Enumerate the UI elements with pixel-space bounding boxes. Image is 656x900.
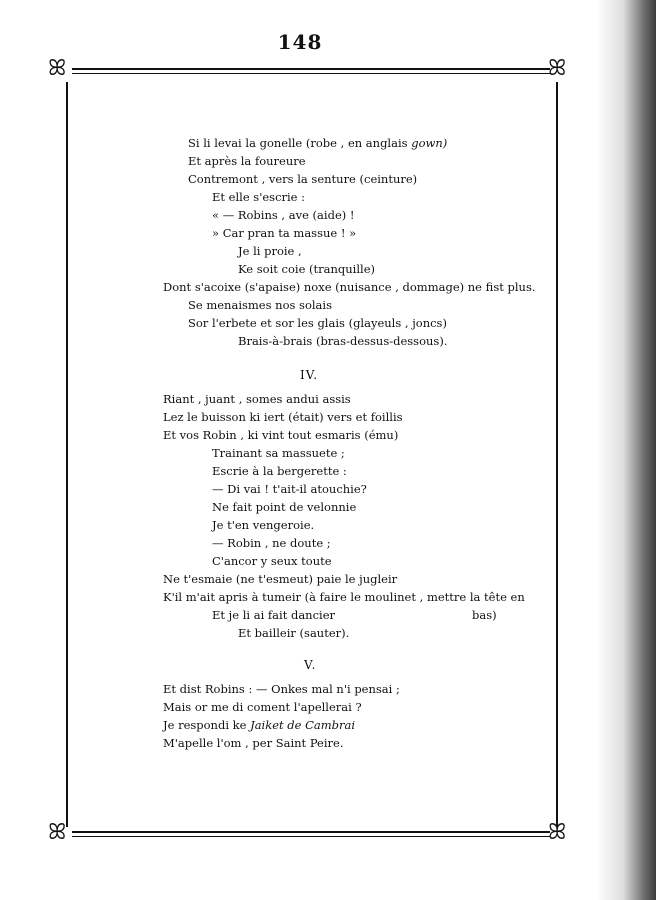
verse-line: Trainant sa massuete ; [212, 446, 345, 460]
verse-line: Sor l'erbete et sor les glais (glayeuls , joncs) [188, 316, 447, 330]
frame-right-rule [556, 82, 558, 827]
corner-ornament-bottom-left-icon: ꕤ [48, 820, 67, 845]
verse-line: K'il m'ait apris à tumeir (à faire le moulinet , mettre la tête en [163, 590, 525, 604]
frame-left-rule [66, 82, 68, 827]
verse-line: Ne fait point de velonnie [212, 500, 357, 514]
verse-line: Lez le buisson ki iert (était) vers et foillis [163, 410, 403, 424]
verse-line: Mais or me di coment l'apellerai ? [163, 700, 362, 714]
verse-line-continuation: bas) [472, 608, 497, 622]
verse-line: Riant , juant , somes andui assis [163, 392, 351, 406]
verse-line: Je t'en vengeroie. [212, 518, 315, 532]
verse-line: Contremont , vers la senture (ceinture) [188, 172, 418, 186]
verse-line: Dont s'acoixe (s'apaise) noxe (nuisance , dommage) ne fist plus. [163, 280, 536, 294]
verse-line: Et après la foureure [188, 154, 306, 168]
verse-line: Brais-à-brais (bras-dessus-dessous). [238, 334, 448, 348]
verse-line: Ne t'esmaie (ne t'esmeut) paie le jugleir [163, 572, 398, 586]
verse-line: M'apelle l'om , per Saint Peire. [163, 736, 344, 750]
verse-line: Se menaismes nos solais [188, 298, 332, 312]
verse-line: Je respondi ke Jaiket de Cambrai [163, 718, 356, 732]
verse-line: » Car pran ta massue ! » [212, 226, 357, 240]
verse-line: — Di vai ! t'ait-il atouchie? [212, 482, 367, 496]
verse-line: Ke soit coie (tranquille) [238, 262, 375, 276]
corner-ornament-top-right-icon: ꕤ [548, 56, 567, 81]
verse-line: — Robin , ne doute ; [212, 536, 331, 550]
stanza-4-heading: IV. [300, 368, 319, 382]
corner-ornament-top-left-icon: ꕤ [48, 56, 67, 81]
frame-bottom-rule [72, 831, 550, 833]
page-number: 148 [277, 30, 323, 54]
verse-line: Et je li ai fait dancier [212, 608, 336, 622]
verse-line: Et dist Robins : — Onkes mal n'i pensai ; [163, 682, 400, 696]
verse-line: Et bailleir (sauter). [238, 626, 350, 640]
verse-line: Si li levai la gonelle (robe , en anglais gown) [188, 136, 448, 150]
verse-line: Et elle s'escrie : [212, 190, 306, 204]
frame-top-rule-thin [72, 73, 550, 74]
verse-line: Escrie à la bergerette : [212, 464, 347, 478]
verse-line: « — Robins , ave (aide) ! [212, 208, 355, 222]
frame-bottom-rule-thin [72, 836, 550, 837]
verse-line: C'ancor y seux toute [212, 554, 332, 568]
page-edge-shadow [596, 0, 656, 900]
frame-top-rule [72, 68, 550, 70]
corner-ornament-bottom-right-icon: ꕤ [548, 820, 567, 845]
verse-line: Je li proie , [238, 244, 302, 258]
verse-line: Et vos Robin , ki vint tout esmaris (ému) [163, 428, 399, 442]
stanza-5-heading: V. [304, 658, 317, 672]
